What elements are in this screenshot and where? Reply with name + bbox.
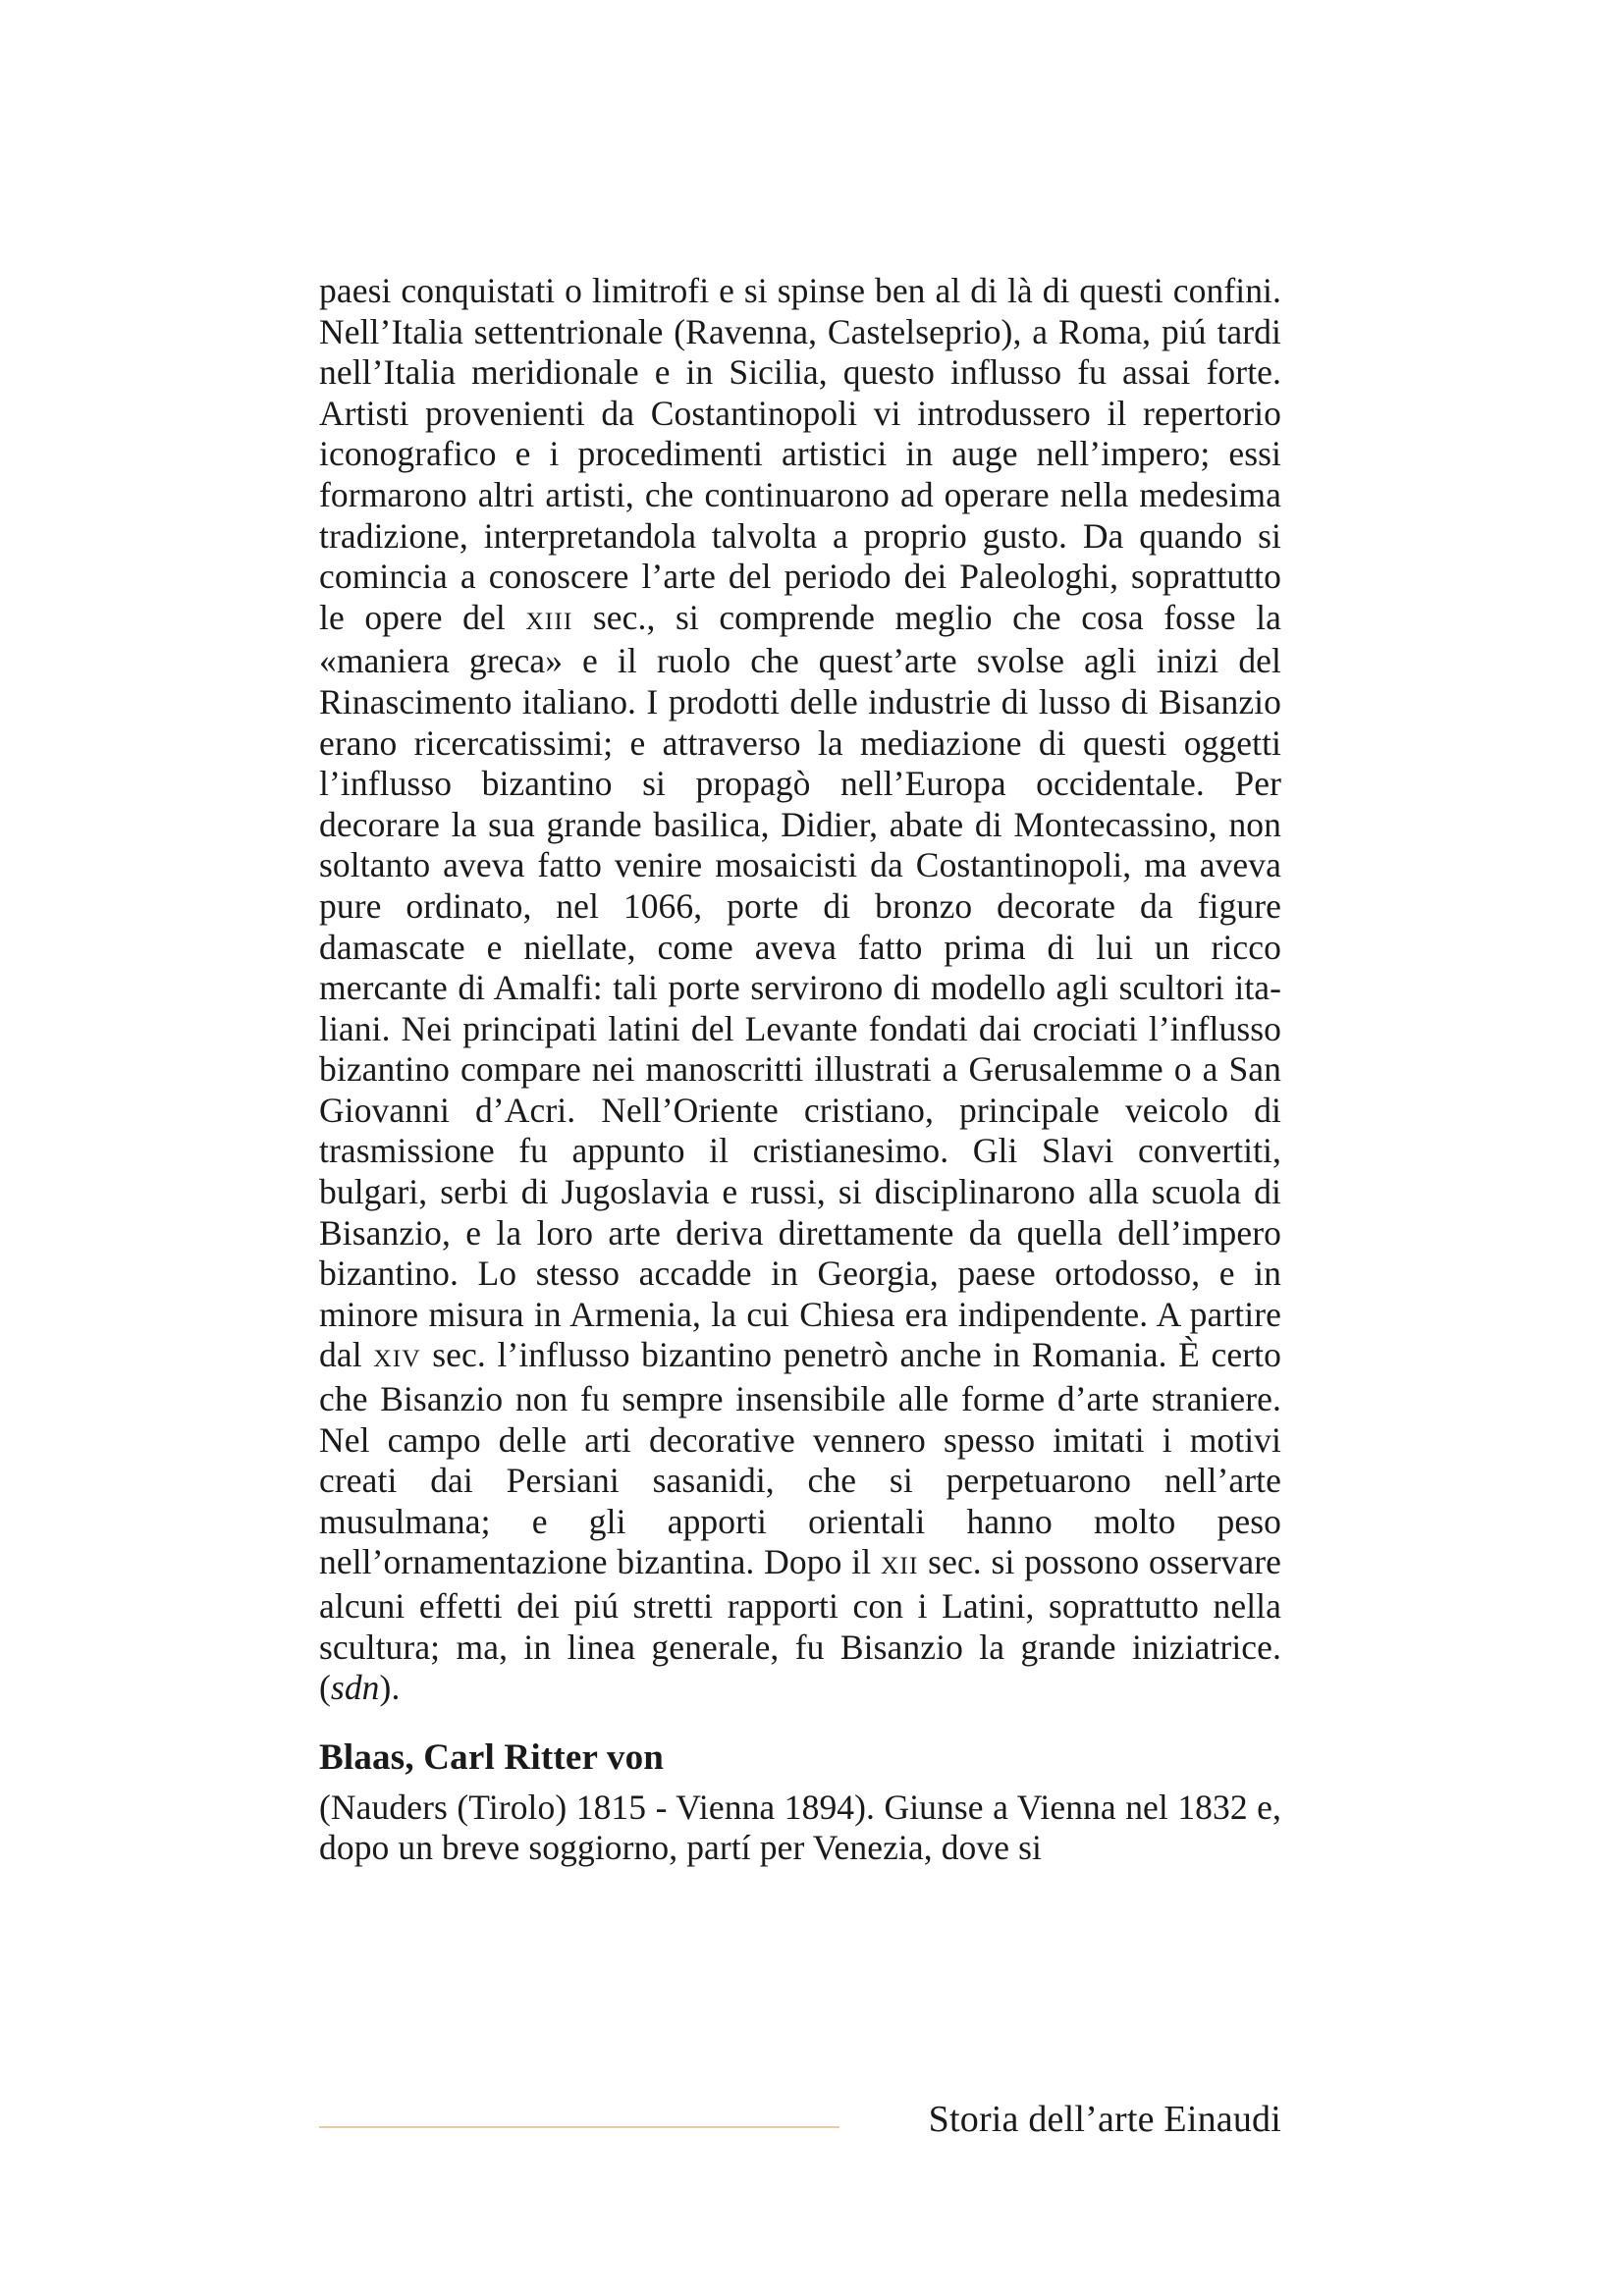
page-content: [319, 271, 1281, 1869]
entry-text: (Nauders (Tirolo) 1815 - Vienna 1894). Giunse a Vienna nel 1832 e, dopo un breve soggiorno, partí per Venezia, dove si: [319, 1787, 1281, 1868]
author-initials: sdn: [330, 1668, 380, 1708]
roman-numeral-14: XIV: [373, 1344, 421, 1373]
paragraph-text-1: paesi conquistati o limitrofi e si spinse ben al di là di questi confini. Nell’Italia settentrionale (Ravenna, Castelseprio), a Roma, piú tardi nell’Italia meridionale e in Sicilia, questo influsso fu assai forte. Artisti provenienti da Costantinopoli vi introdussero il repertorio iconografico e i procedimenti artistici in auge nell’impero; essi formarono altri artisti, che continuarono ad operare nella medesima tradizione, interpretandola talvolta a proprio gusto. Da quando si comincia a conoscere l’arte del periodo dei Paleologhi, soprattutto le opere del: [319, 271, 1281, 637]
entry-title: Blaas, Carl Ritter von: [319, 1736, 665, 1778]
footer-divider: [319, 2126, 839, 2128]
page-footer: [319, 2095, 1281, 2144]
body-paragraph: [319, 271, 1281, 1709]
paragraph-text-3: sec. l’influsso bizantino penetrò anche in Romania. È certo che Bisanzio non fu sempre insensibile alle forme d’arte straniere. Nel campo delle arti decorative vennero spesso imitati i motivi creati dai Persiani sasanidi, che si perpetuarono nell’arte musulmana; e gli apporti orientali hanno molto peso nell’ornamentazione bizantina. Dopo il: [319, 1335, 1281, 1582]
roman-numeral-12: XII: [880, 1551, 919, 1580]
paragraph-text-4: sec. si possono osservare alcuni effetti dei piú stretti rapporti con i Latini, soprattutto nella scultura; ma, in linea generale, fu Bisanzio la grande iniziatrice. (: [319, 1542, 1281, 1708]
roman-numeral-13: XIII: [525, 606, 573, 635]
paragraph-text-2: sec., si comprende meglio che cosa fosse la «maniera greca» e il ruolo che quest’arte svolse agli inizi del Rinascimento italiano. I prodotti delle industrie di lusso di Bisanzio erano ricercatissimi; e attraverso la mediazione di questi oggetti l’influsso bizantino si propagò nell’Europa occidentale. Per decorare la sua grande basilica, Didier, abate di Montecassino, non soltanto aveva fatto venire mosaicisti da Costantinopoli, ma aveva pure ordinato, nel 1066, porte di bronzo decorate da figure damascate e niellate, come aveva fatto prima di lui un ricco mercante di Amalfi: tali porte servirono di modello agli scultori italiani. Nei principati latini del Levante fondati dai crociati l’influsso bizantino compare nei manoscritti illustrati a Gerusalemme o a San Giovanni d’Acri. Nell’Oriente cristiano, principale veicolo di trasmissione fu appunto il cristianesimo. Gli Slavi convertiti, bulgari, serbi di Jugoslavia e russi, si disciplinarono alla scuola di Bisanzio, e la loro arte deriva direttamente da quella dell’impero bizantino. Lo stesso accadde in Georgia, paese ortodosso, e in minore misura in Armenia, la cui Chiesa era indipendente. A partire dal: [319, 597, 1281, 1375]
paragraph-text-5: ).: [379, 1668, 401, 1708]
publication-title: Storia dell’arte Einaudi: [928, 2099, 1281, 2140]
